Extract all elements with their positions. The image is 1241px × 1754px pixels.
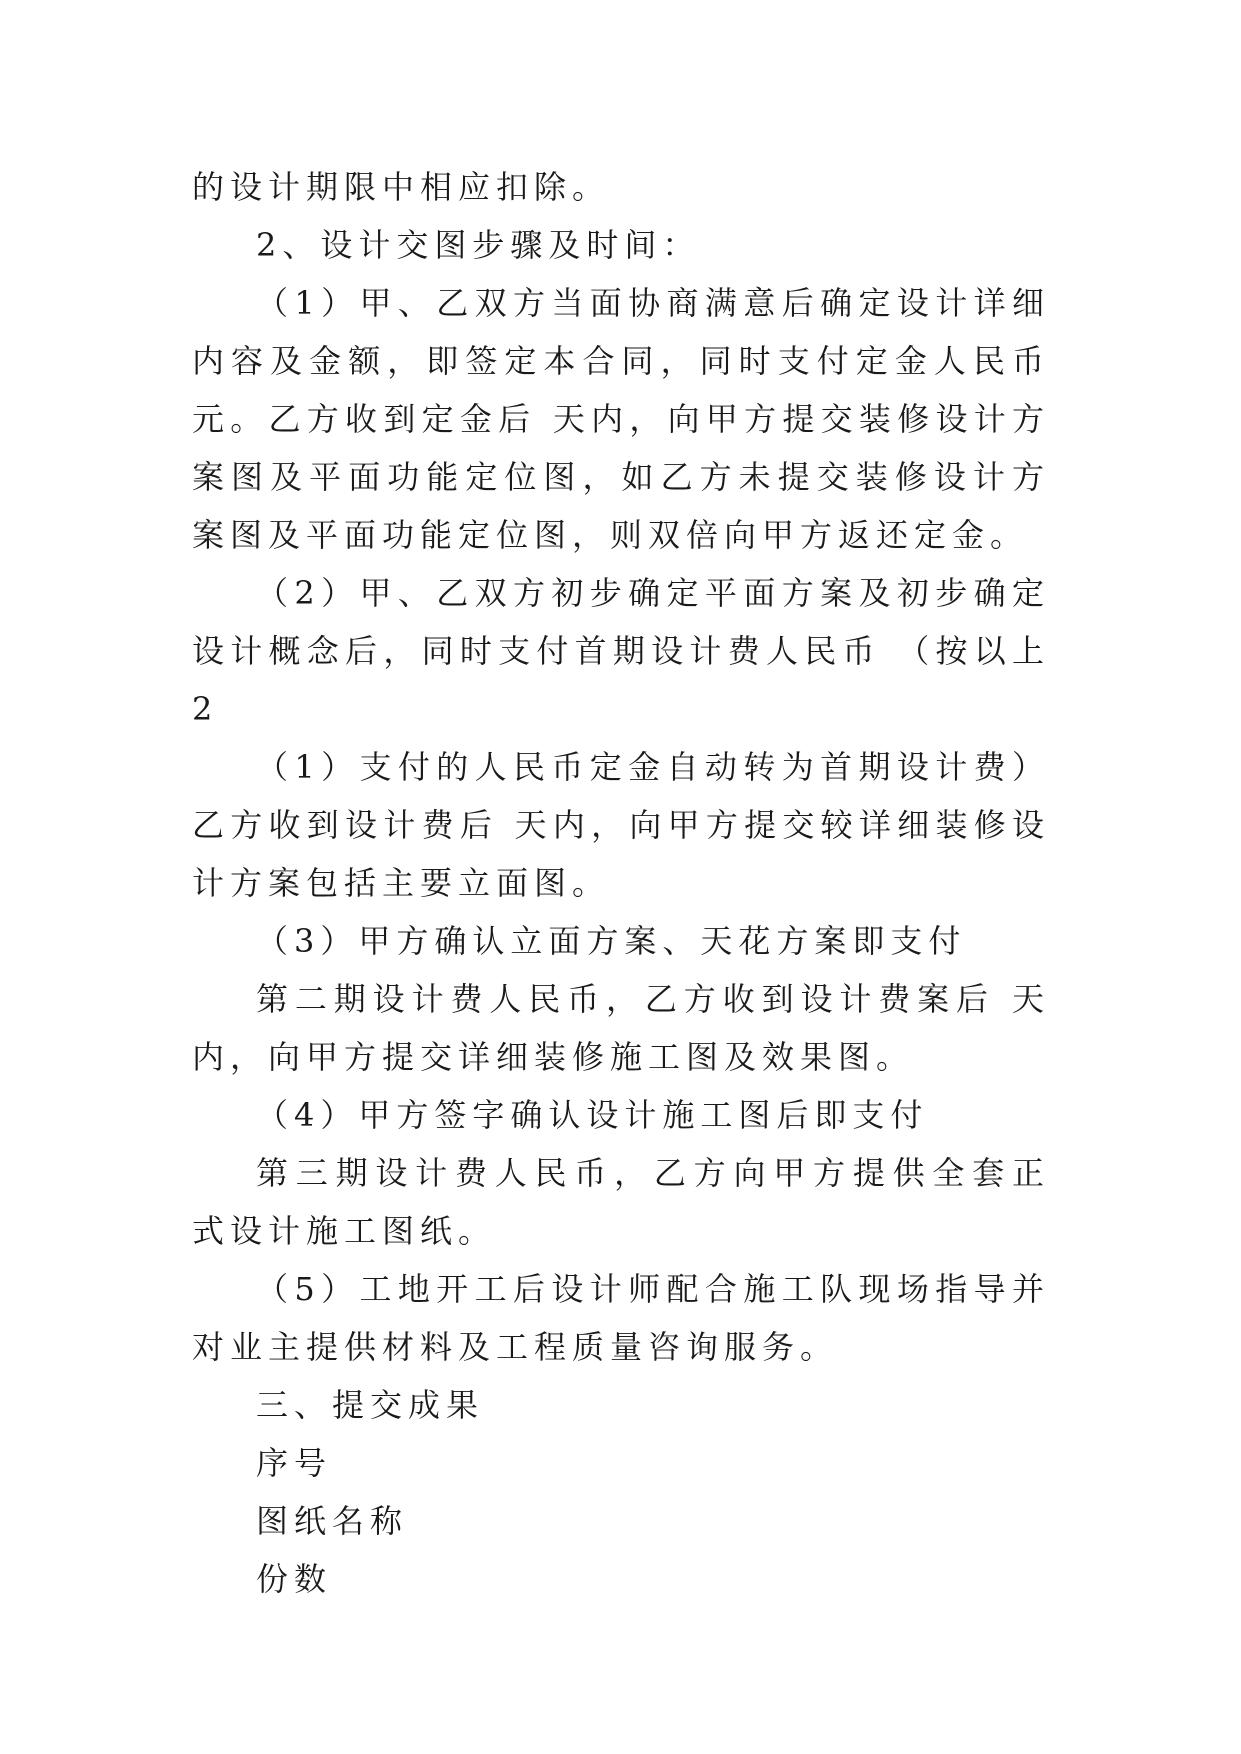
deliverables-column-copies: 份数 [256,1560,333,1598]
document-body [192,158,1067,1608]
paragraph-step-2-first-payment: （2）甲、乙双方初步确定平面方案及初步确定设计概念后，同时支付首期设计费人民币 （按以上2 [192,574,1050,728]
paragraph-step-4-construction-drawings: （4）甲方签字确认设计施工图后即支付 [256,1096,929,1134]
deliverables-column-serial-number: 序号 [256,1444,333,1482]
heading-drawing-delivery-steps: 2、设计交图步骤及时间： [256,226,701,264]
deliverables-column-drawing-name: 图纸名称 [256,1502,409,1540]
paragraph-third-payment: 第三期设计费人民币，乙方向甲方提供全套正式设计施工图纸。 [192,1154,1050,1250]
section-heading-deliverables: 三、提交成果 [256,1386,485,1424]
paragraph-step-1-deposit: （1）甲、乙双方当面协商满意后确定设计详细内容及金额，即签定本合同，同时支付定金人民币 元。乙方收到定金后 天内，向甲方提交装修设计方案图及平面功能定位图，如乙方未提交装修设计方案图及平面功能定位图，则双倍向甲方返还定金。 [192,284,1067,554]
paragraph-step-5-site-guidance: （5）工地开工后设计师配合施工队现场指导并对业主提供材料及工程质量咨询服务。 [192,1270,1050,1366]
paragraph-design-deadline-deduction: 的设计期限中相应扣除。 [192,168,611,206]
paragraph-deposit-conversion: （1）支付的人民币定金自动转为首期设计费）乙方收到设计费后 天内，向甲方提交较详细装修设计方案包括主要立面图。 [192,748,1050,902]
paragraph-step-3-elevation-confirm: （3）甲方确认立面方案、天花方案即支付 [256,922,967,960]
paragraph-second-payment: 第二期设计费人民币，乙方收到设计费案后 天内，向甲方提交详细装修施工图及效果图。 [192,980,1050,1076]
